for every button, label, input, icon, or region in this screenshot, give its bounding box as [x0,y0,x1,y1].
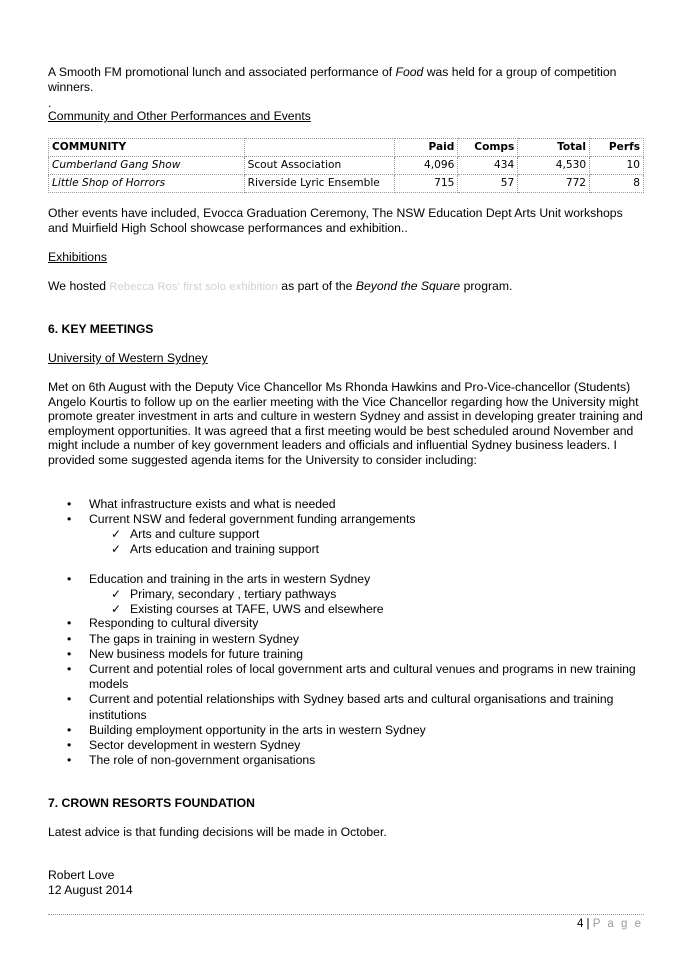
list-item-text: Building employment opportunity in the arts in western Sydney [89,722,426,737]
community-heading: Community and Other Performances and Events [48,109,311,123]
exhibitions-heading: Exhibitions [48,250,107,264]
bullet-icon: • [67,646,72,661]
checkmark-icon: ✓ [111,542,122,556]
list-item [48,753,644,768]
stray-dot: . [48,96,52,110]
intro-text-end: was held for a group of competition winners. [48,65,617,94]
intro-paragraph [48,65,644,94]
bullet-icon: • [67,616,72,631]
page-number: 4 [576,918,584,930]
list-item [48,497,644,512]
signature-date: 12 August 2014 [48,883,133,897]
table-header-row [49,139,644,157]
exhibitions-text-end: program. [460,279,513,293]
col-paid: Paid [394,139,458,157]
food-title: Food [395,65,424,79]
faded-exhibition-text: Rebecca Ros' first solo exhibition [109,281,278,293]
list-item [48,692,644,722]
page-label: P a g e [592,918,643,930]
list-item-text: The role of non-government organisations [89,753,316,768]
bullet-icon: • [67,722,72,737]
list-item-text: Current NSW and federal government funding arrangements [89,512,416,527]
bullet-icon: • [67,692,72,707]
table-cell: Little Shop of Horrors [49,175,245,193]
list-item [48,632,644,647]
exhibitions-paragraph [48,279,644,295]
bullet-list [48,616,644,768]
program-title: Beyond the Square [355,279,461,293]
exhibitions-text: We hosted [48,279,110,293]
table-cell: 10 [590,157,644,175]
uws-subheading: University of Western Sydney [48,351,208,365]
bullet-list [48,572,644,587]
list-item [48,723,644,738]
footer-divider [48,914,644,915]
table-cell: 715 [394,175,458,193]
other-events-paragraph: Other events have included, Evocca Graduation Ceremony, The NSW Education Dept Arts Unit workshops and Muirfield High School showcase performances and exhibition.. [48,206,623,235]
bullet-icon: • [67,572,72,586]
list-item [48,512,644,527]
col-total: Total [518,139,590,157]
check-list [48,587,644,616]
table-cell: Scout Association [244,157,394,175]
col-blank [244,139,394,157]
check-item [48,602,644,617]
intro-text: A Smooth FM promotional lunch and associated performance of [48,65,396,79]
bullet-icon: • [67,738,72,753]
table-cell: 8 [590,175,644,193]
list-item-text: The gaps in training in western Sydney [89,631,300,646]
table-cell: 57 [458,175,518,193]
table-cell: 434 [458,157,518,175]
list-item [48,662,644,692]
bullet-icon: • [67,753,72,768]
list-item [48,647,644,662]
bullet-list [48,497,644,527]
section-7-text: Latest advice is that funding decisions will be made in October. [48,825,387,839]
section-7-title: 7. CROWN RESORTS FOUNDATION [48,796,255,810]
check-item-text: Primary, secondary , tertiary pathways [130,587,337,602]
page-footer [577,917,643,932]
check-item [48,587,644,602]
table-cell: Riverside Lyric Ensemble [244,175,394,193]
col-perfs: Perfs [590,139,644,157]
table-cell: Cumberland Gang Show [49,157,245,175]
list-item-text: New business models for future training [89,646,304,661]
bullet-icon: • [67,631,72,646]
agenda-list [48,497,644,557]
check-item [48,527,644,542]
table-row [49,175,644,193]
list-item-text: Education and training in the arts in western Sydney [89,572,371,586]
bullet-icon: • [67,497,72,511]
list-item-text: Responding to cultural diversity [89,616,259,631]
list-item [48,738,644,753]
list-item [48,616,644,631]
check-item [48,542,644,557]
signature-name: Robert Love [48,868,115,882]
col-comps: Comps [458,139,518,157]
list-item-text: Sector development in western Sydney [89,738,301,753]
col-community: COMMUNITY [49,139,245,157]
list-item [48,572,644,587]
footer-separator: | [583,918,593,930]
bullet-icon: • [67,662,72,676]
table-cell: 4,530 [518,157,590,175]
check-item-text: Arts and culture support [130,527,260,542]
agenda-list-2 [48,572,644,768]
list-item-text: Current and potential relationships with Sydney based arts and cultural organisations and training institutions [89,692,614,722]
section-6-title: 6. KEY MEETINGS [48,322,154,336]
bullet-icon: • [67,512,72,527]
list-item-text: What infrastructure exists and what is needed [89,497,336,511]
check-item-text: Arts education and training support [130,542,320,556]
checkmark-icon: ✓ [111,587,122,602]
table-row [49,157,644,175]
table-cell: 772 [518,175,590,193]
uws-paragraph: Met on 6th August with the Deputy Vice Chancellor Ms Rhonda Hawkins and Pro-Vice-chancellor (Students) Angelo Kourtis to follow up on the earlier meeting with the Vice Chancellor regarding how the University might promote greater investment in arts and culture in western Sydney and assist in developing greater training and employment opportunities. It was agreed that a first meeting would be best scheduled around November and might include a number of key government leaders and officials and influential Sydney business leaders. I provided some suggested agenda items for the University to consider including: [48,380,643,467]
check-list [48,527,644,556]
community-table [48,138,644,193]
list-item-text: Current and potential roles of local government arts and cultural venues and programs in new training models [89,662,636,692]
exhibitions-text-mid: as part of the [277,279,356,293]
table-cell: 4,096 [394,157,458,175]
checkmark-icon: ✓ [111,601,122,616]
check-item-text: Existing courses at TAFE, UWS and elsewhere [130,601,384,616]
checkmark-icon: ✓ [111,527,122,542]
